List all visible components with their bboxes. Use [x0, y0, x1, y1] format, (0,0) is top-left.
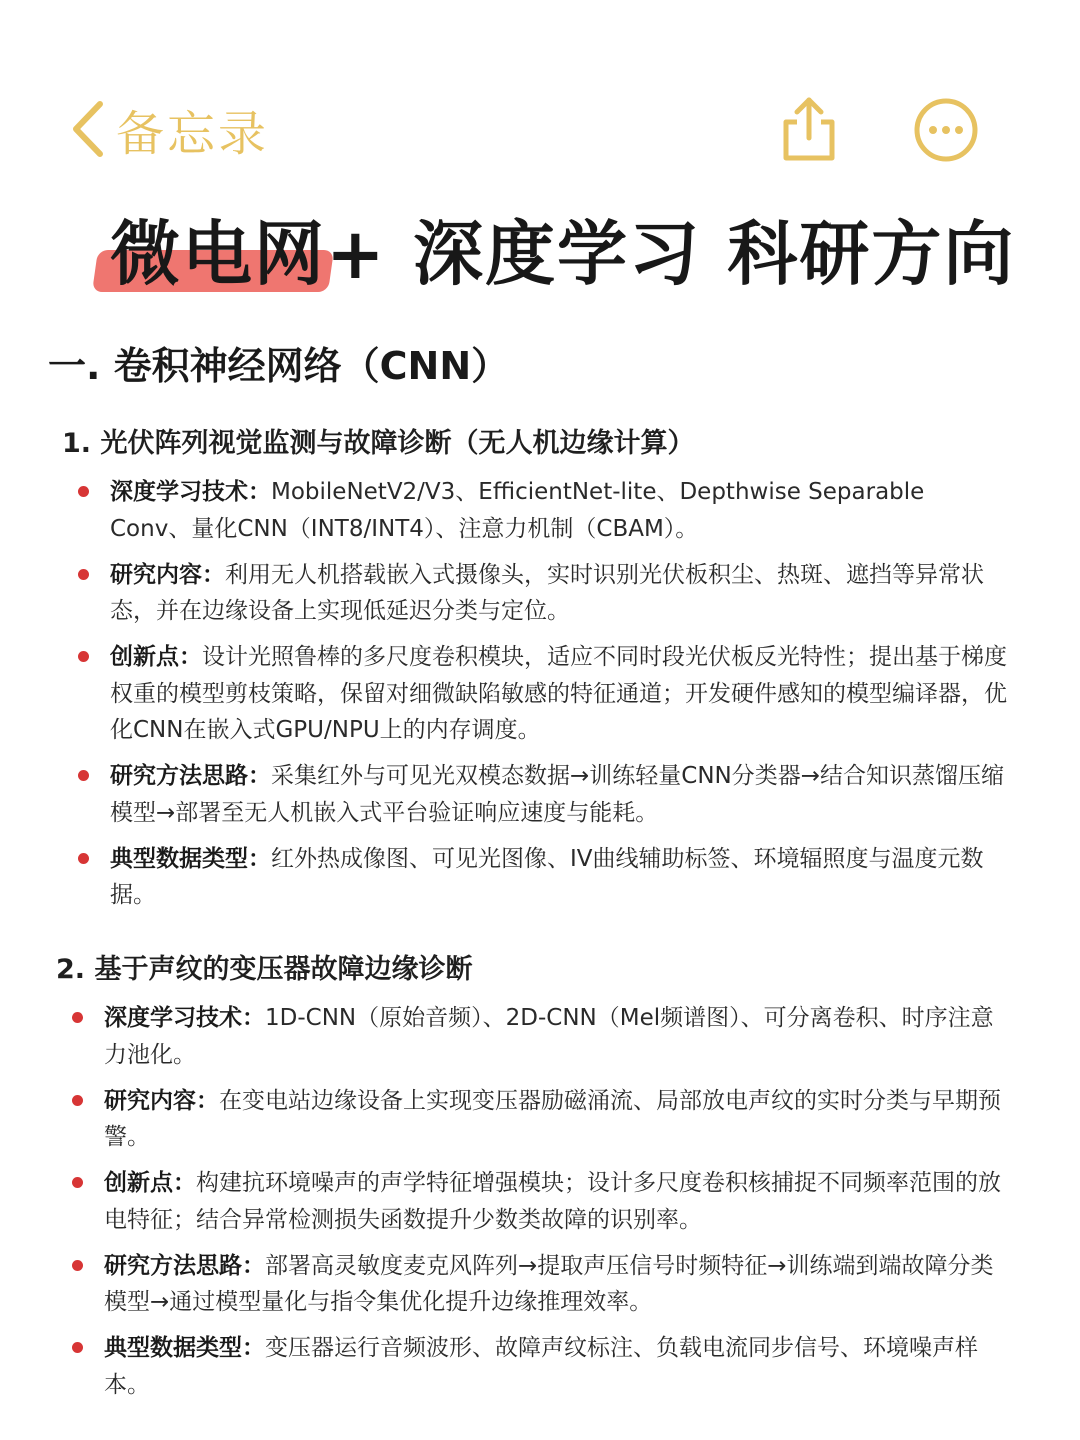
bullet-icon: [78, 569, 89, 580]
item-label: 研究方法思路：: [110, 763, 271, 789]
item-text: 在变电站边缘设备上实现变压器励磁涌流、局部放电声纹的实时分类与早期预警。: [104, 1087, 1001, 1150]
bullet-icon: [72, 1260, 83, 1271]
more-icon: [913, 97, 979, 163]
topic-1-list: [72, 474, 1012, 923]
item-text: 部署高灵敏度麦克风阵列→提取声压信号时频特征→训练端到端故障分类模型→通过模型量化与指令集优化提升边缘推理效率。: [104, 1252, 994, 1315]
section-heading: 一. 卷积神经网络（CNN）: [48, 344, 510, 388]
item-label: 典型数据类型：: [110, 845, 271, 872]
item-label: 研究内容：: [104, 1087, 219, 1114]
share-button[interactable]: [778, 96, 840, 162]
list-item: [66, 1330, 1006, 1403]
item-text: 采集红外与可见光双模态数据→训练轻量CNN分类器→结合知识蒸馏压缩模型→部署至无人机嵌入式平台验证响应速度与能耗。: [110, 763, 1005, 826]
item-text: 变压器运行音频波形、故障声纹标注、负载电流同步信号、环境噪声样本。: [104, 1335, 978, 1398]
bullet-icon: [72, 1095, 83, 1106]
back-label: 备忘录: [116, 105, 270, 162]
item-text: MobileNetV2/V3、EfficientNet-lite、Depthwise Separable Conv、量化CNN（INT8/INT4）、注意力机制（CBAM）。: [110, 479, 925, 542]
bullet-icon: [78, 853, 89, 864]
item-label: 研究方法思路：: [104, 1252, 265, 1279]
back-button[interactable]: [70, 96, 269, 162]
list-item: [72, 758, 1012, 831]
list-item: [66, 1083, 1006, 1156]
topic-2-list: [66, 1000, 1006, 1413]
top-nav: [0, 0, 1080, 190]
item-text: 构建抗环境噪声的声学特征增强模块；设计多尺度卷积核捕捉不同频率范围的放电特征；结合异常检测损失函数提升少数类故障的识别率。: [104, 1170, 1001, 1233]
list-item: [72, 474, 1012, 547]
list-item: [66, 1248, 1006, 1321]
item-label: 创新点：: [110, 644, 202, 670]
item-text: 红外热成像图、可见光图像、IV曲线辅助标签、环境辐照度与温度元数据。: [110, 845, 984, 908]
item-label: 深度学习技术：: [110, 479, 271, 505]
bullet-icon: [72, 1012, 83, 1023]
item-label: 深度学习技术：: [104, 1005, 265, 1031]
list-item: [66, 1000, 1006, 1073]
item-text: 设计光照鲁棒的多尺度卷积模块，适应不同时段光伏板反光特性；提出基于梯度权重的模型剪枝策略，保留对细微缺陷敏感的特征通道；开发硬件感知的模型编译器，优化CNN在嵌入式GPU/NPU上的内存调度。: [110, 644, 1007, 743]
bullet-icon: [78, 651, 89, 662]
item-text: 1D-CNN（原始音频）、2D-CNN（Mel频谱图）、可分离卷积、时序注意力池化。: [104, 1005, 994, 1068]
page-title: 微电网+ 深度学习 科研方向: [110, 213, 1016, 295]
topic-1-heading: 1. 光伏阵列视觉监测与故障诊断（无人机边缘计算）: [62, 428, 695, 459]
bullet-icon: [78, 770, 89, 781]
item-label: 创新点：: [104, 1170, 196, 1196]
more-button[interactable]: [913, 97, 979, 163]
list-item: [72, 557, 1012, 630]
list-item: [72, 841, 1012, 914]
item-label: 典型数据类型：: [104, 1335, 265, 1361]
list-item: [72, 639, 1012, 749]
share-icon: [778, 96, 840, 162]
topic-2-heading: 2. 基于声纹的变压器故障边缘诊断: [56, 954, 473, 985]
title-area: [0, 200, 1080, 310]
item-label: 研究内容：: [110, 561, 225, 588]
list-item: [66, 1165, 1006, 1238]
chevron-left-icon: [70, 100, 106, 158]
item-text: 利用无人机搭载嵌入式摄像头，实时识别光伏板积尘、热斑、遮挡等异常状态，并在边缘设备上实现低延迟分类与定位。: [110, 561, 984, 624]
bullet-icon: [78, 486, 89, 497]
bullet-icon: [72, 1342, 83, 1353]
bullet-icon: [72, 1177, 83, 1188]
